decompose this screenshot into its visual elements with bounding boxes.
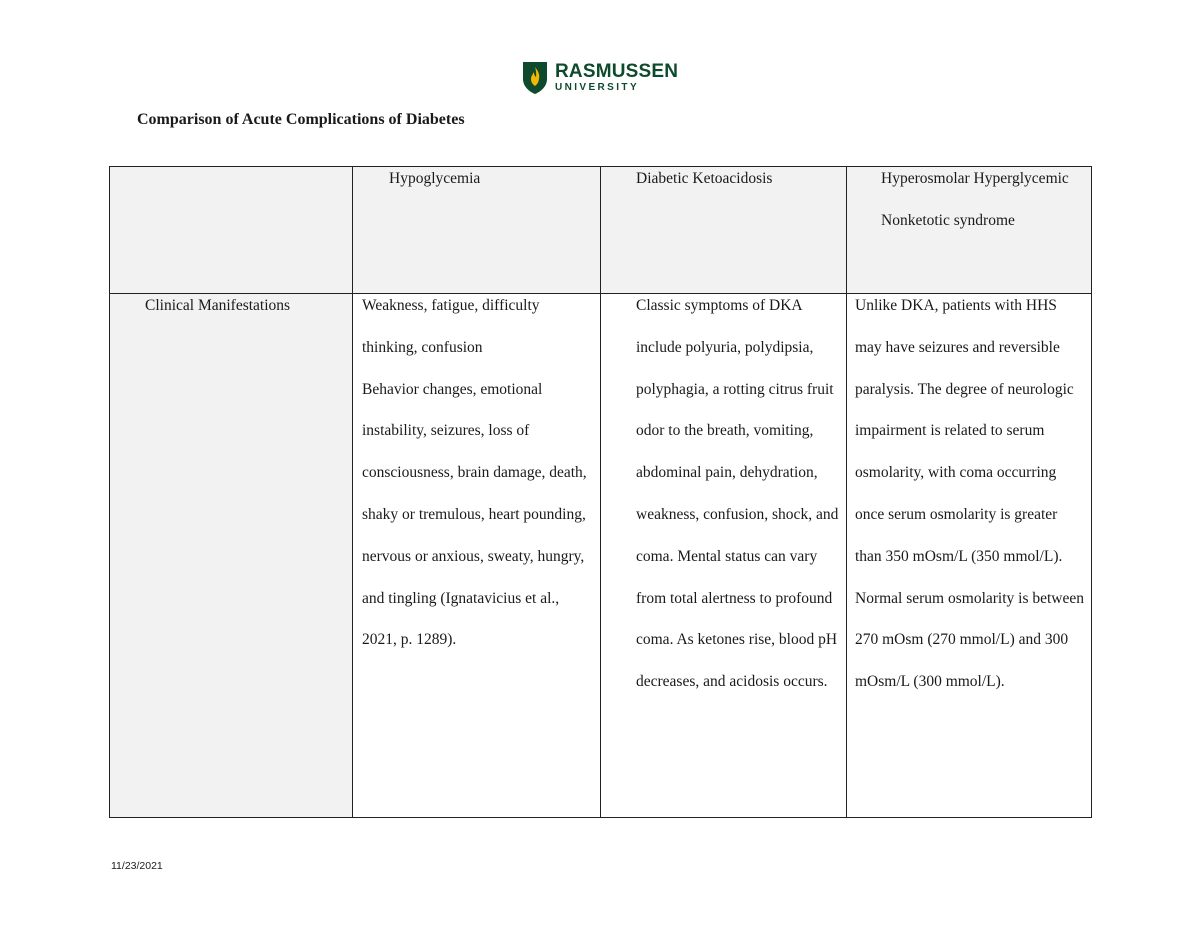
cell-hypoglycemia-manifestations: Weakness, fatigue, difficulty thinking, confusion Behavior changes, emotional instability, seizures, loss of consciousness, brain damage, death, shaky or tremulous, heart pounding, nervous or anxious, sweaty, hungry, and tingling (Ignatavicius et al., 2021, p. 1289). xyxy=(353,294,601,818)
header-cell-hypoglycemia: Hypoglycemia xyxy=(353,167,601,294)
comparison-table xyxy=(109,166,1092,818)
header-cell-dka: Diabetic Ketoacidosis xyxy=(601,167,847,294)
logo-sub-text: UNIVERSITY xyxy=(555,81,640,93)
cell-dka-manifestations: Classic symptoms of DKA include polyuria, polydipsia, polyphagia, a rotting citrus fruit odor to the breath, vomiting, abdominal pain, dehydration, weakness, confusion, shock, and coma. Mental status can vary from total alertness to profound coma. As ketones rise, blood pH decreases, and acidosis occurs. xyxy=(601,294,847,818)
header-cell-empty xyxy=(110,167,353,294)
header-cell-hhs: Hyperosmolar Hyperglycemic Nonketotic syndrome xyxy=(847,167,1092,294)
table-header-row xyxy=(110,167,1092,294)
document-title: Comparison of Acute Complications of Diabetes xyxy=(137,111,465,128)
shield-flame-icon xyxy=(521,59,549,95)
footer-date: 11/23/2021 xyxy=(111,860,163,872)
rasmussen-logo xyxy=(521,58,678,96)
cell-hhs-manifestations: Unlike DKA, patients with HHS may have seizures and reversible paralysis. The degree of neurologic impairment is related to serum osmolarity, with coma occurring once serum osmolarity is greater than 350 mOsm/L (350 mmol/L). Normal serum osmolarity is between 270 mOsm (270 mmol/L) and 300 mOsm/L (300 mmol/L). xyxy=(847,294,1092,818)
table-row xyxy=(110,294,1092,818)
logo-brand-text: RASMUSSEN xyxy=(555,60,679,82)
row-label-clinical-manifestations: Clinical Manifestations xyxy=(110,294,353,818)
